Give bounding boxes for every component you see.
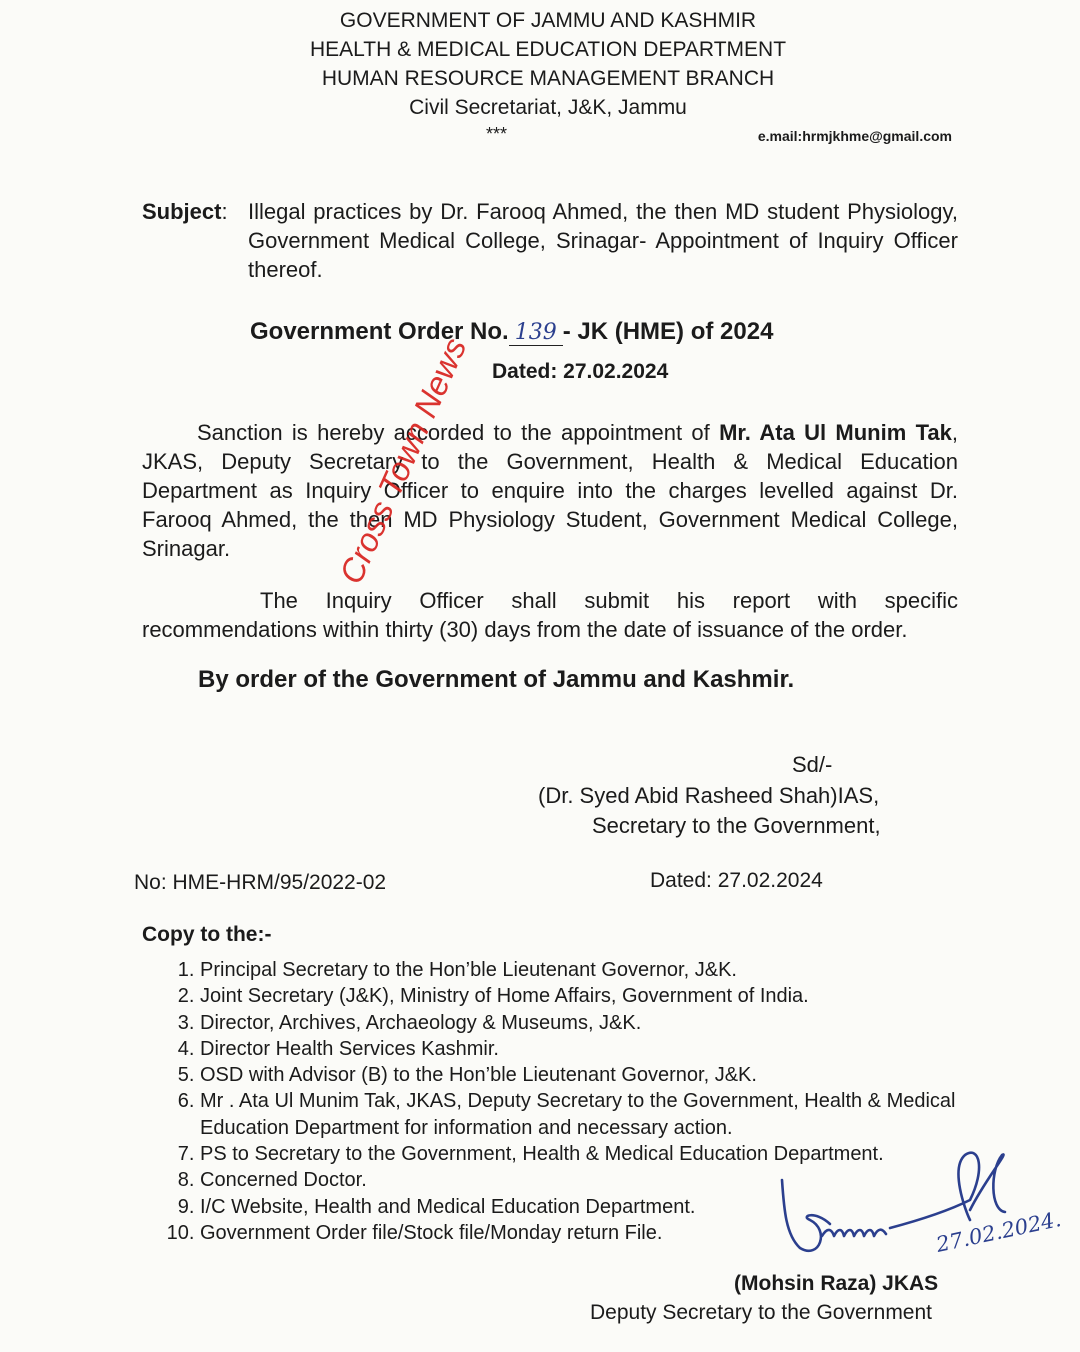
body-paragraph-2: The Inquiry Officer shall submit his report with specific recommendations within thirty (30) days from the date of issuance of the order. [142,588,958,642]
list-item: 9. I/C Website, Health and Medical Education Department. [200,1194,970,1220]
list-item: 7. PS to Secretary to the Government, Health & Medical Education Department. [200,1141,970,1167]
copy-to-title: Copy to the:- [142,923,272,946]
header-email: e.mail:hrmjkhme@gmail.com [757,128,952,144]
handwritten-signature [770,1140,1070,1275]
header-government: GOVERNMENT OF JAMMU AND KASHMIR [339,9,757,32]
list-item: 4. Director Health Services Kashmir. [200,1036,970,1062]
watermark: Cross Town News [332,332,474,590]
subject-text: Illegal practices by Dr. Farooq Ahmed, the then MD student Physiology, Government Medical College, Srinagar- Appointment of Inquiry Officer thereof. [248,199,958,282]
signature-date: 27.02.2024. [934,1207,1064,1257]
body-paragraph-1 [142,418,958,563]
signatory-title: Secretary to the Government, [592,813,881,838]
list-item: 6. Mr . Ata Ul Munim Tak, JKAS, Deputy Secretary to the Government, Health & Medical Education Department for information and necessary action. [200,1088,970,1141]
list-item: 3. Director, Archives, Archaeology & Museums, J&K. [200,1010,970,1036]
header-address: Civil Secretariat, J&K, Jammu [409,96,687,119]
subject-label: Subject [142,199,222,224]
order-prefix: Government Order No. [250,318,509,345]
reference-number: No: HME-HRM/95/2022-02 [134,871,387,894]
subject-block: Subject: Illegal practices by Dr. Farooq Ahmed, the then MD student Physiology, Government Medical College, Srinagar- Appointment of Inquiry Officer thereof. [142,199,958,282]
order-number: 139 [509,320,563,346]
officer-name: Mr. Ata Ul Munim Tak [719,420,952,445]
reference-dated: Dated: 27.02.2024 [650,869,823,892]
order-title [250,318,773,346]
order-dated: Dated: 27.02.2024 [492,360,669,383]
signatory-name: (Dr. Syed Abid Rasheed Shah)IAS, [538,783,880,808]
deputy-name: (Mohsin Raza) JKAS [734,1272,939,1295]
p1-start: Sanction is hereby accorded to the appointment of [197,420,720,445]
header-separator: *** [486,124,508,144]
sd-mark: Sd/- [792,752,833,777]
list-item: 1. Principal Secretary to the Hon’ble Lieutenant Governor, J&K. [200,957,970,983]
p1-rest: , JKAS, Deputy Secretary to the Government, Health & Medical Education Department as Inquiry Officer to enquire into the charges levelled against Dr. Farooq Ahmed, the then MD Physiology Student, Government Medical College, Srinagar. [142,420,958,561]
order-suffix: - JK (HME) of 2024 [562,318,774,345]
list-item: 8. Concerned Doctor. [200,1167,970,1193]
list-item: 5. OSD with Advisor (B) to the Hon’ble Lieutenant Governor, J&K. [200,1062,970,1088]
list-item: 2. Joint Secretary (J&K), Ministry of Home Affairs, Government of India. [200,983,970,1009]
deputy-title: Deputy Secretary to the Government [590,1301,932,1324]
by-order-line: By order of the Government of Jammu and Kashmir. [198,666,795,693]
header-branch: HUMAN RESOURCE MANAGEMENT BRANCH [321,67,775,90]
list-item: 10. Government Order file/Stock file/Monday return File. [200,1220,970,1246]
header-department: HEALTH & MEDICAL EDUCATION DEPARTMENT [309,38,787,61]
